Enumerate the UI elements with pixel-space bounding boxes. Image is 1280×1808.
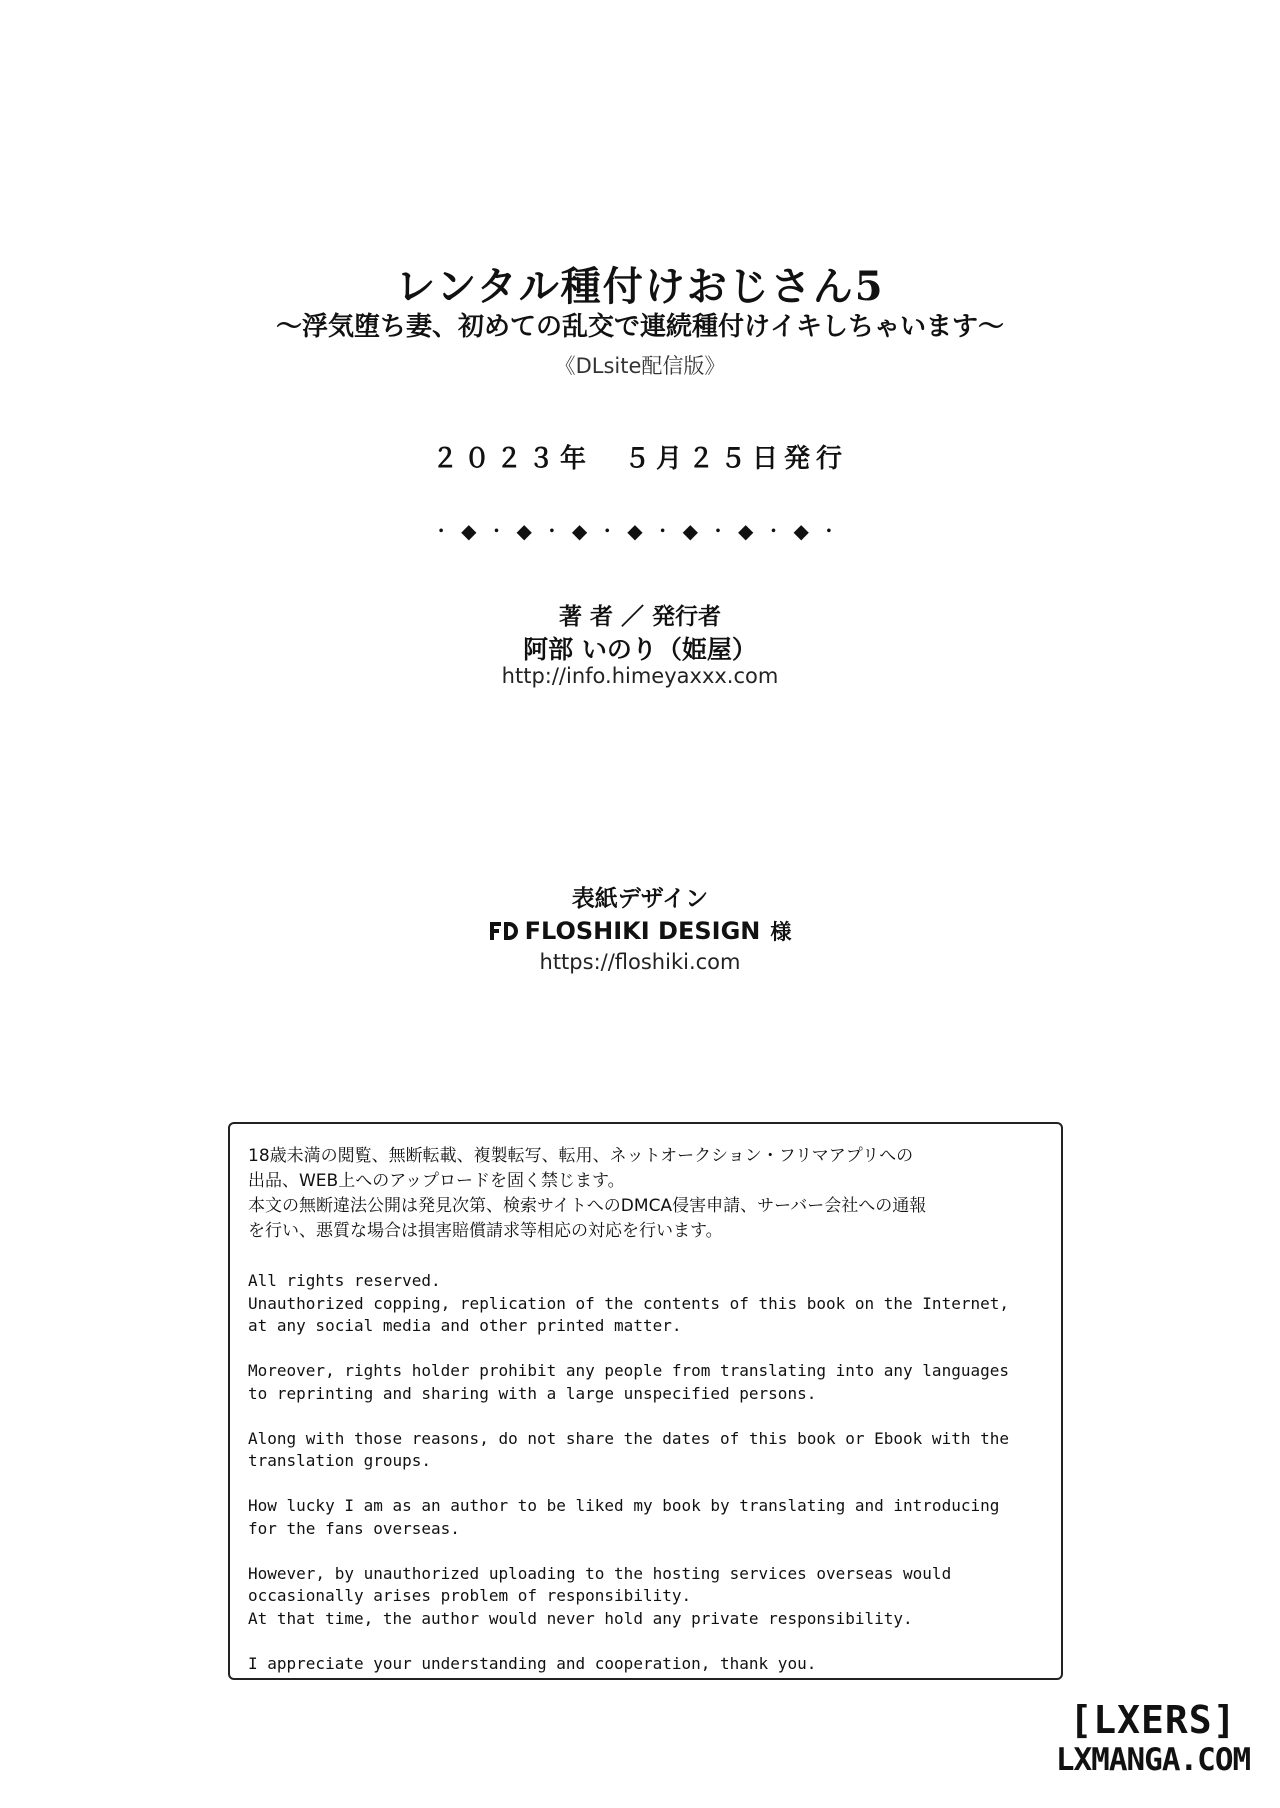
watermark-site-name: LXMANGA.COM — [1055, 1742, 1251, 1778]
author-url-link[interactable]: http://info.himeyaxxx.com — [501, 664, 779, 688]
cover-designer-brand: FLOSHIKI DESIGN — [524, 917, 761, 945]
cover-designer-credit — [0, 916, 1280, 946]
edition-label: 《DLsite配信版》 — [554, 354, 726, 378]
english-notice-paragraph: I appreciate your understanding and cooperation, thank you. — [248, 1653, 817, 1673]
author-name: 阿部 いのり（姫屋） — [523, 635, 757, 664]
english-notice-paragraph: However, by unauthorized uploading to the hosting services overseas would occasionally arises problem of responsibility. At that time, the author would never hold any private responsibility. — [248, 1563, 952, 1628]
cover-designer-url-link[interactable]: https://floshiki.com — [539, 950, 741, 974]
cover-design-role-label: 表紙デザイン — [571, 886, 709, 912]
jp-notice-line: 18歳未満の閲覧、無断転載、複製転写、転用、ネットオークション・フリマアプリへの — [248, 1146, 914, 1166]
english-notice-paragraph: Moreover, rights holder prohibit any people from translating into any languages to reprinting and sharing with a large unspecified persons. — [248, 1361, 1009, 1403]
watermark-group-name: [LXERS] — [1069, 1698, 1237, 1742]
english-notice-paragraph: How lucky I am as an author to be liked my book by translating and introducing for the fans overseas. — [248, 1496, 1000, 1538]
jp-notice-line: 本文の無断違法公開は発見次第、検索サイトへのDMCA侵害申請、サーバー会社への通報 — [248, 1196, 927, 1216]
book-subtitle: 〜浮気堕ち妻、初めての乱交で連続種付けイキしちゃいます〜 — [275, 312, 1004, 342]
jp-notice-line: を行い、悪質な場合は損害賠償請求等相応の対応を行います。 — [248, 1221, 723, 1241]
japanese-notice — [248, 1144, 1041, 1244]
ornament-divider: ・◆・◆・◆・◆・◆・◆・◆・ — [431, 519, 849, 543]
honorific-suffix: 様 — [770, 920, 792, 944]
english-notice-paragraph: All rights reserved. Unauthorized copping, replication of the contents of this book on the Internet, at any social media and other printed matter. — [248, 1271, 1009, 1335]
jp-notice-line: 出品、WEB上へのアップロードを固く禁じます。 — [248, 1171, 625, 1191]
author-role-label: 著 者 ／ 発行者 — [558, 604, 722, 630]
publish-date: ２０２３年 ５月２５日発行 — [431, 444, 848, 474]
site-watermark — [1048, 1698, 1258, 1778]
fd-logo-icon — [489, 920, 519, 942]
english-notice-paragraph: Along with those reasons, do not share the dates of this book or Ebook with the translation groups. — [248, 1428, 1009, 1470]
copyright-notice-box — [228, 1122, 1063, 1680]
book-title: レンタル種付けおじさん5 — [395, 263, 885, 310]
